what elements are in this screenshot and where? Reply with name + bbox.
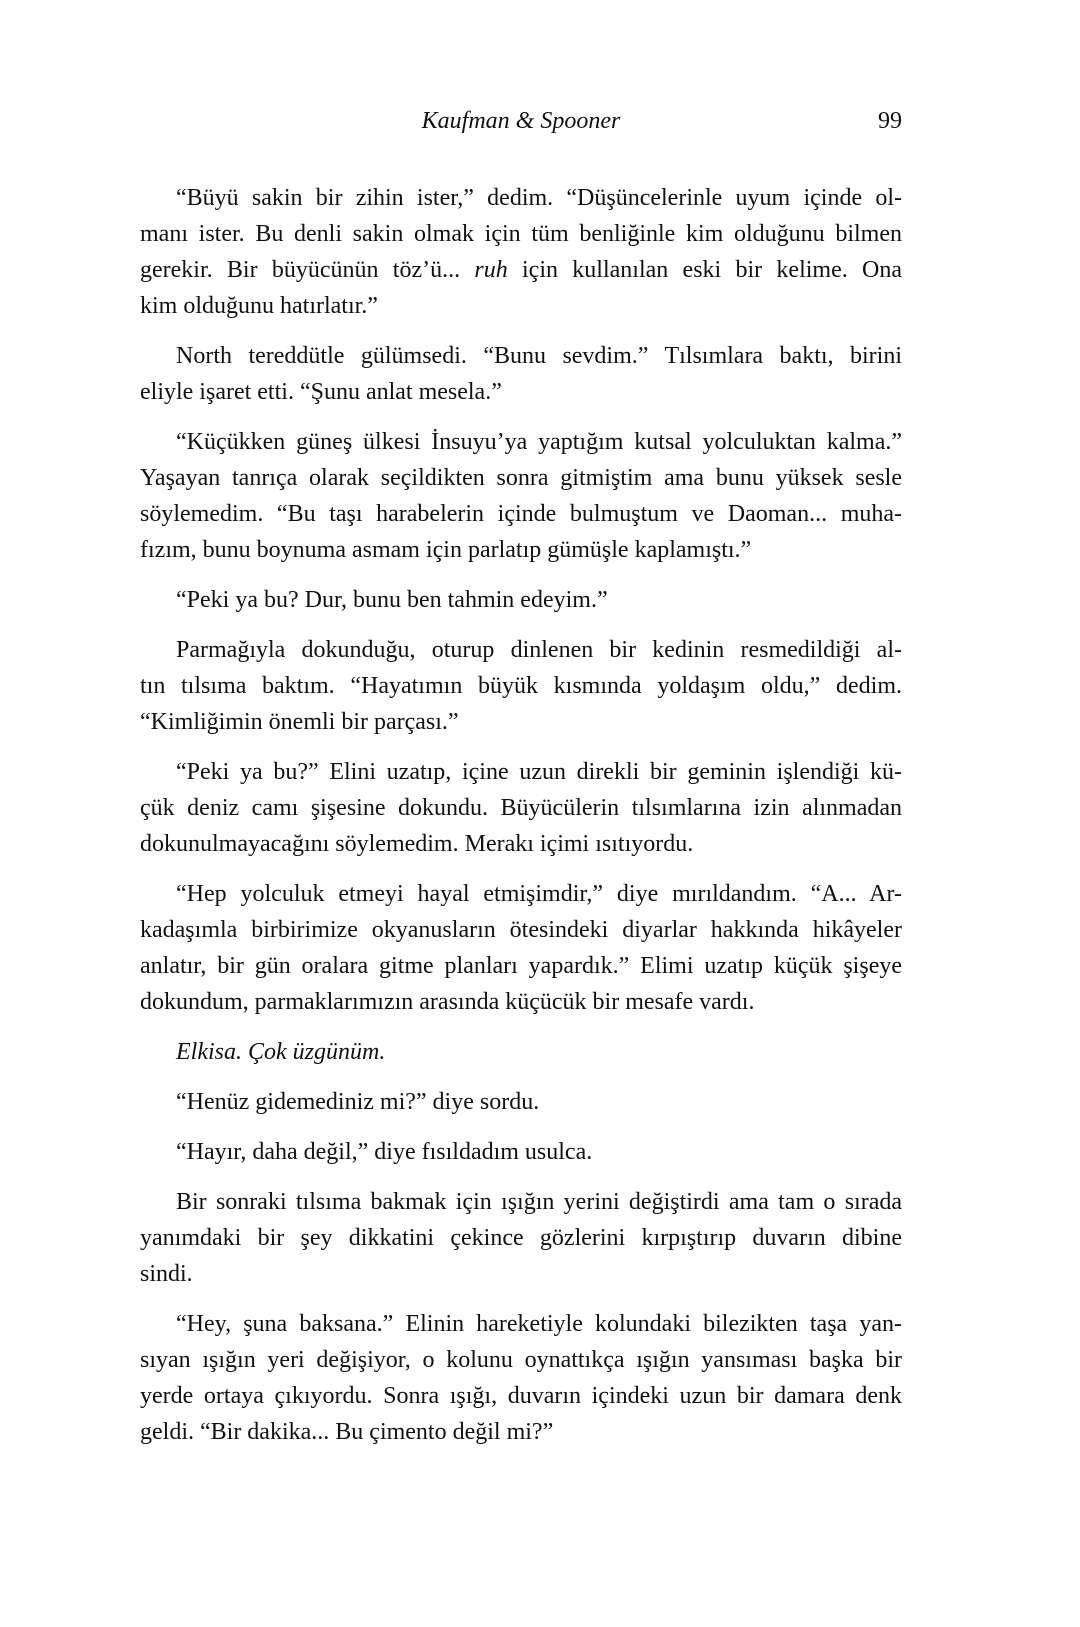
text-run: tın tılsıma baktım. “Hayatımın büyük kısmında yoldaşım oldu,” dedim. xyxy=(140,673,902,699)
paragraph xyxy=(140,1306,902,1450)
text-line xyxy=(140,1134,902,1170)
text-run: anlatır, bir gün oralara gitme planları yapardık.” Elimi uzatıp küçük şişeye xyxy=(140,953,902,979)
text-run: “Büyü sakin bir zihin ister,” dedim. “Düşüncelerinle uyum içinde ol- xyxy=(176,185,902,211)
text-run: eliyle işaret etti. “Şunu anlat mesela.” xyxy=(140,379,502,405)
paragraph xyxy=(140,1034,902,1070)
text-run: “Henüz gidemediniz mi?” diye sordu. xyxy=(176,1089,540,1115)
paragraph xyxy=(140,754,902,862)
paragraph xyxy=(140,876,902,1020)
text-line xyxy=(140,496,902,532)
text-run: kadaşımla birbirimize okyanusların ötesindeki diyarlar hakkında hikâyeler xyxy=(140,917,902,943)
text-run: yanımdaki bir şey dikkatini çekince gözlerini kırpıştırıp duvarın dibine xyxy=(140,1225,902,1251)
text-run: söylemedim. “Bu taşı harabelerin içinde bulmuştum ve Daoman... muha- xyxy=(140,501,902,527)
text-line xyxy=(140,1184,902,1220)
paragraph xyxy=(140,1184,902,1292)
text-line xyxy=(140,632,902,668)
italic-text: ruh xyxy=(474,257,508,283)
text-line xyxy=(140,1256,902,1292)
text-run: yerde ortaya çıkıyordu. Sonra ışığı, duvarın içindeki uzun bir damara denk xyxy=(140,1383,902,1409)
page-body xyxy=(140,180,902,1464)
paragraph xyxy=(140,1084,902,1120)
text-run: çük deniz camı şişesine dokundu. Büyücülerin tılsımlarına izin alınmadan xyxy=(140,795,902,821)
text-line xyxy=(140,460,902,496)
text-line xyxy=(140,1034,902,1070)
text-line xyxy=(140,704,902,740)
text-line xyxy=(140,424,902,460)
text-line xyxy=(140,912,902,948)
text-run: dokunulmayacağını söylemedim. Merakı içimi ısıtıyordu. xyxy=(140,831,694,857)
text-run: Parmağıyla dokunduğu, oturup dinlenen bir kedinin resmedildiği al- xyxy=(176,637,902,663)
text-line xyxy=(140,1220,902,1256)
text-line xyxy=(140,790,902,826)
text-line xyxy=(140,984,902,1020)
paragraph xyxy=(140,582,902,618)
running-title: Kaufman & Spooner xyxy=(421,108,621,134)
text-run: Yaşayan tanrıça olarak seçildikten sonra gitmiştim ama bunu yüksek sesle xyxy=(140,465,902,491)
text-line xyxy=(140,1414,902,1450)
text-run: fızım, bunu boynuma asmam için parlatıp gümüşle kaplamıştı.” xyxy=(140,537,752,563)
text-line xyxy=(140,1378,902,1414)
text-run: “Peki ya bu?” Elini uzatıp, içine uzun direkli bir geminin işlendiği kü- xyxy=(176,759,902,785)
text-run: “Peki ya bu? Dur, bunu ben tahmin edeyim.” xyxy=(176,587,608,613)
text-line xyxy=(140,288,902,324)
text-run: “Hep yolculuk etmeyi hayal etmişimdir,” diye mırıldandım. “A... Ar- xyxy=(176,881,902,907)
text-run: için kullanılan eski bir kelime. Ona xyxy=(507,257,902,283)
text-line xyxy=(140,582,902,618)
text-run: North tereddütle gülümsedi. “Bunu sevdim.” Tılsımlara baktı, birini xyxy=(176,343,902,369)
text-line xyxy=(140,826,902,862)
text-run: Bir sonraki tılsıma bakmak için ışığın yerini değiştirdi ama tam o sırada xyxy=(176,1189,902,1215)
text-line xyxy=(140,180,902,216)
text-run: sıyan ışığın yeri değişiyor, o kolunu oynattıkça ışığın yansıması başka bir xyxy=(140,1347,902,1373)
text-run: manı ister. Bu denli sakin olmak için tüm benliğinle kim olduğunu bilmen xyxy=(140,221,902,247)
text-run: sindi. xyxy=(140,1261,193,1287)
text-line xyxy=(140,1306,902,1342)
text-run: “Hey, şuna baksana.” Elinin hareketiyle kolundaki bilezikten taşa yan- xyxy=(176,1311,902,1337)
text-line xyxy=(140,1084,902,1120)
text-run: gerekir. Bir büyücünün töz’ü... xyxy=(140,257,475,283)
text-run: kim olduğunu hatırlatır.” xyxy=(140,293,378,319)
text-run: “Kimliğimin önemli bir parçası.” xyxy=(140,709,459,735)
text-run: geldi. “Bir dakika... Bu çimento değil mi?” xyxy=(140,1419,554,1445)
text-run: “Hayır, daha değil,” diye fısıldadım usulca. xyxy=(176,1139,593,1165)
italic-text: Elkisa. Çok üzgünüm. xyxy=(176,1039,386,1065)
text-run: dokundum, parmaklarımızın arasında küçücük bir mesafe vardı. xyxy=(140,989,755,1015)
paragraph xyxy=(140,424,902,568)
text-line xyxy=(140,668,902,704)
text-line xyxy=(140,374,902,410)
text-line xyxy=(140,216,902,252)
text-line xyxy=(140,532,902,568)
text-line xyxy=(140,252,902,288)
text-line xyxy=(140,338,902,374)
text-line xyxy=(140,948,902,984)
page-header xyxy=(140,108,902,138)
text-line xyxy=(140,754,902,790)
text-line xyxy=(140,1342,902,1378)
text-run: “Küçükken güneş ülkesi İnsuyu’ya yaptığım kutsal yolculuktan kalma.” xyxy=(176,429,902,455)
paragraph xyxy=(140,632,902,740)
paragraph xyxy=(140,338,902,410)
text-line xyxy=(140,876,902,912)
paragraph xyxy=(140,180,902,324)
page-number: 99 xyxy=(878,108,902,134)
paragraph xyxy=(140,1134,902,1170)
